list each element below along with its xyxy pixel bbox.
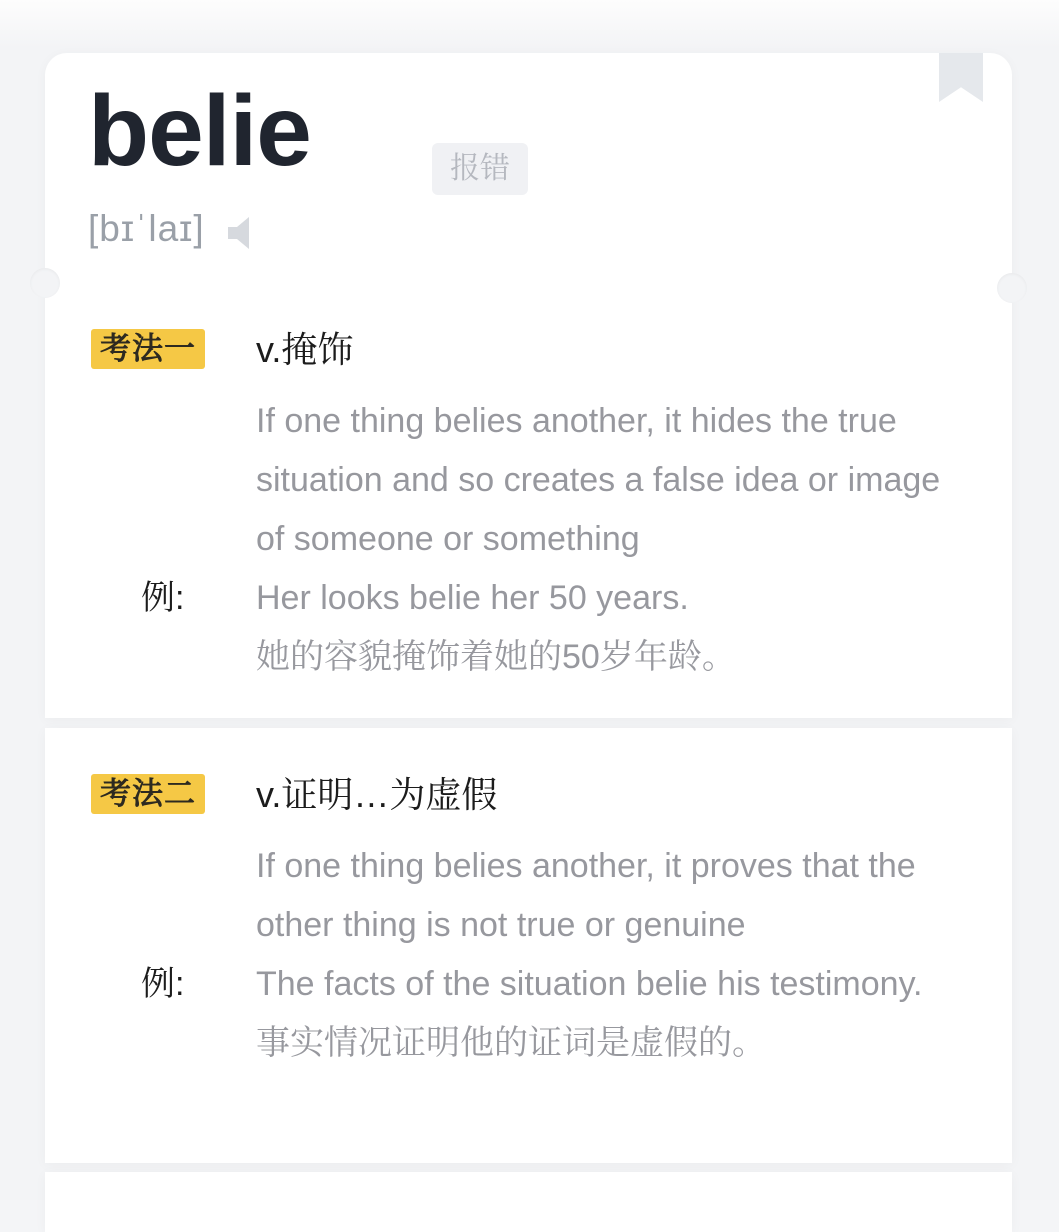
perforation-notch-left <box>30 268 60 298</box>
example-chinese-1: 她的容貌掩饰着她的50岁年龄。 <box>256 638 736 676</box>
perforation-notch-right <box>997 273 1027 303</box>
sense-example-1 <box>141 569 972 687</box>
word-card <box>45 53 1012 718</box>
example-label-2: 例: <box>141 965 185 1003</box>
example-chinese-2: 事实情况证明他的证词是虚假的。 <box>256 1024 766 1062</box>
sense-definition-1: If one thing belies another, it hides the true situation and so creates a false idea or image of someone or something <box>256 402 941 558</box>
headword: belie <box>88 75 311 187</box>
sense-section-2 <box>45 728 1012 1073</box>
sense-meaning-1: v.掩饰 <box>256 329 354 370</box>
word-header <box>45 53 1012 283</box>
example-english-1: Her looks belie her 50 years. <box>256 579 689 617</box>
sense-badge-2: 考法二 <box>91 774 205 814</box>
bookmark-icon[interactable] <box>939 53 983 102</box>
sense-section-1 <box>45 283 1012 687</box>
sense-example-2 <box>141 955 972 1073</box>
phonetic-transcription: [bɪˈlaɪ] <box>88 208 205 249</box>
sense-meaning-2: v.证明…为虚假 <box>256 774 498 815</box>
sense-definition-2: If one thing belies another, it proves that the other thing is not true or genuine <box>256 847 916 944</box>
report-error-button[interactable]: 报错 <box>432 143 528 195</box>
next-card-partial <box>45 1172 1012 1232</box>
pronunciation-speaker-button[interactable] <box>224 213 264 253</box>
example-label-1: 例: <box>141 579 185 617</box>
speaker-icon <box>224 213 264 253</box>
sense-badge-1: 考法一 <box>91 329 205 369</box>
example-english-2: The facts of the situation belie his testimony. <box>256 965 923 1003</box>
sense-card-2 <box>45 728 1012 1163</box>
